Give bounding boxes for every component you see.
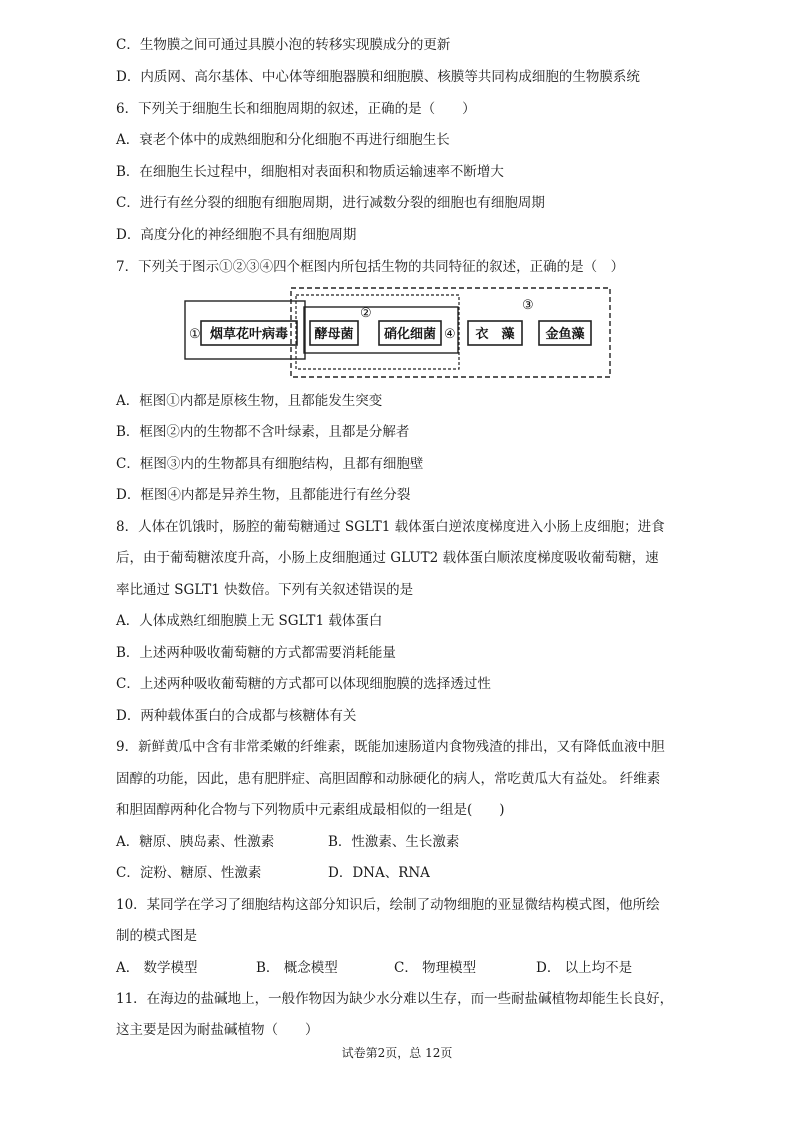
organism-chlamydomonas: 衣 藻 [475,327,515,342]
q10-option-c: C． 物理模型 [394,960,477,976]
q6-option-d: D．高度分化的神经细胞不具有细胞周期 [116,227,357,243]
q8-stem-line1: 8．人体在饥饿时，肠腔的葡萄糖通过 SGLT1 载体蛋白逆浓度梯度进入小肠上皮细胞；进食 [116,519,665,535]
q10-option-b: B． 概念模型 [256,960,338,976]
q9-options-row2 [116,864,430,882]
organism-hornwort: 金鱼藻 [545,327,585,342]
label-2: ② [360,306,372,321]
q8-option-d: D．两种载体蛋白的合成都与核糖体有关 [116,708,357,724]
q5-option-c: C．生物膜之间可通过具膜小泡的转移实现膜成分的更新 [116,37,451,53]
q7-option-b: B．框图②内的生物都不含叶绿素，且都是分解者 [116,424,410,440]
organism-yeast: 酵母菌 [314,327,354,342]
q9-option-a: A．糖原、胰岛素、性激素 [116,834,275,850]
q7-stem: 7．下列关于图示①②③④四个框图内所包括生物的共同特征的叙述，正确的是（ ） [116,259,625,275]
label-1: ① [189,327,201,342]
q9-option-d: D．DNA、RNA [328,865,430,881]
q5-option-d: D．内质网、高尔基体、中心体等细胞器膜和细胞膜、核膜等共同构成细胞的生物膜系统 [116,69,640,85]
q10-stem-line2: 制的模式图是 [116,928,197,944]
label-4: ④ [444,327,456,342]
q7-diagram [184,287,614,381]
q10-stem-line1: 10．某同学在学习了细胞结构这部分知识后，绘制了动物细胞的亚显微结构模式图，他所绘 [116,897,660,913]
q11-stem-line1: 11．在海边的盐碱地上，一般作物因为缺少水分难以生存，而一些耐盐碱植物却能生长良好， [116,991,674,1007]
q10-option-a: A． 数学模型 [116,960,198,976]
q7-option-d: D．框图④内都是异养生物，且都能进行有丝分裂 [116,487,411,503]
q9-options-row1 [116,833,459,851]
q9-stem-line3: 和胆固醇两种化合物与下列物质中元素组成最相似的一组是( ) [116,802,505,818]
q8-stem-line3: 率比通过 SGLT1 快数倍。下列有关叙述错误的是 [116,582,414,598]
q9-option-c: C．淀粉、糖原、性激素 [116,865,262,881]
q6-stem: 6．下列关于细胞生长和细胞周期的叙述，正确的是（ ） [116,101,476,117]
q8-stem-line2: 后，由于葡萄糖浓度升高，小肠上皮细胞通过 GLUT2 载体蛋白顺浓度梯度吸收葡萄糖，速 [116,550,659,566]
label-3: ③ [522,298,534,313]
page-footer: 试卷第2页，总 12页 [341,1046,453,1060]
q7-option-a: A．框图①内都是原核生物，且都能发生突变 [116,393,383,409]
q6-option-c: C．进行有丝分裂的细胞有细胞周期，进行减数分裂的细胞也有细胞周期 [116,195,545,211]
q9-stem-line2: 固醇的功能，因此，患有肥胖症、高胆固醇和动脉硬化的病人，常吃黄瓜大有益处。 纤维素 [116,771,661,787]
q9-option-b: B．性激素、生长激素 [328,834,460,850]
q11-stem-line2: 这主要是因为耐盐碱植物（ ） [116,1022,319,1038]
q6-option-b: B．在细胞生长过程中，细胞相对表面积和物质运输速率不断增大 [116,164,504,180]
q10-options-row [116,959,632,977]
q8-option-c: C．上述两种吸收葡萄糖的方式都可以体现细胞膜的选择透过性 [116,676,491,692]
q6-option-a: A．衰老个体中的成熟细胞和分化细胞不再进行细胞生长 [116,132,450,148]
q7-option-c: C．框图③内的生物都具有细胞结构，且都有细胞壁 [116,456,424,472]
organism-nitrifying-bacteria: 硝化细菌 [383,327,437,342]
organism-tmv: 烟草花叶病毒 [209,327,289,342]
q10-option-d: D． 以上均不是 [536,960,633,976]
q9-stem-line1: 9．新鲜黄瓜中含有非常柔嫩的纤维素，既能加速肠道内食物残渣的排出，又有降低血液中胆 [116,739,665,755]
q8-option-a: A．人体成熟红细胞膜上无 SGLT1 载体蛋白 [116,613,383,629]
q8-option-b: B．上述两种吸收葡萄糖的方式都需要消耗能量 [116,645,396,661]
